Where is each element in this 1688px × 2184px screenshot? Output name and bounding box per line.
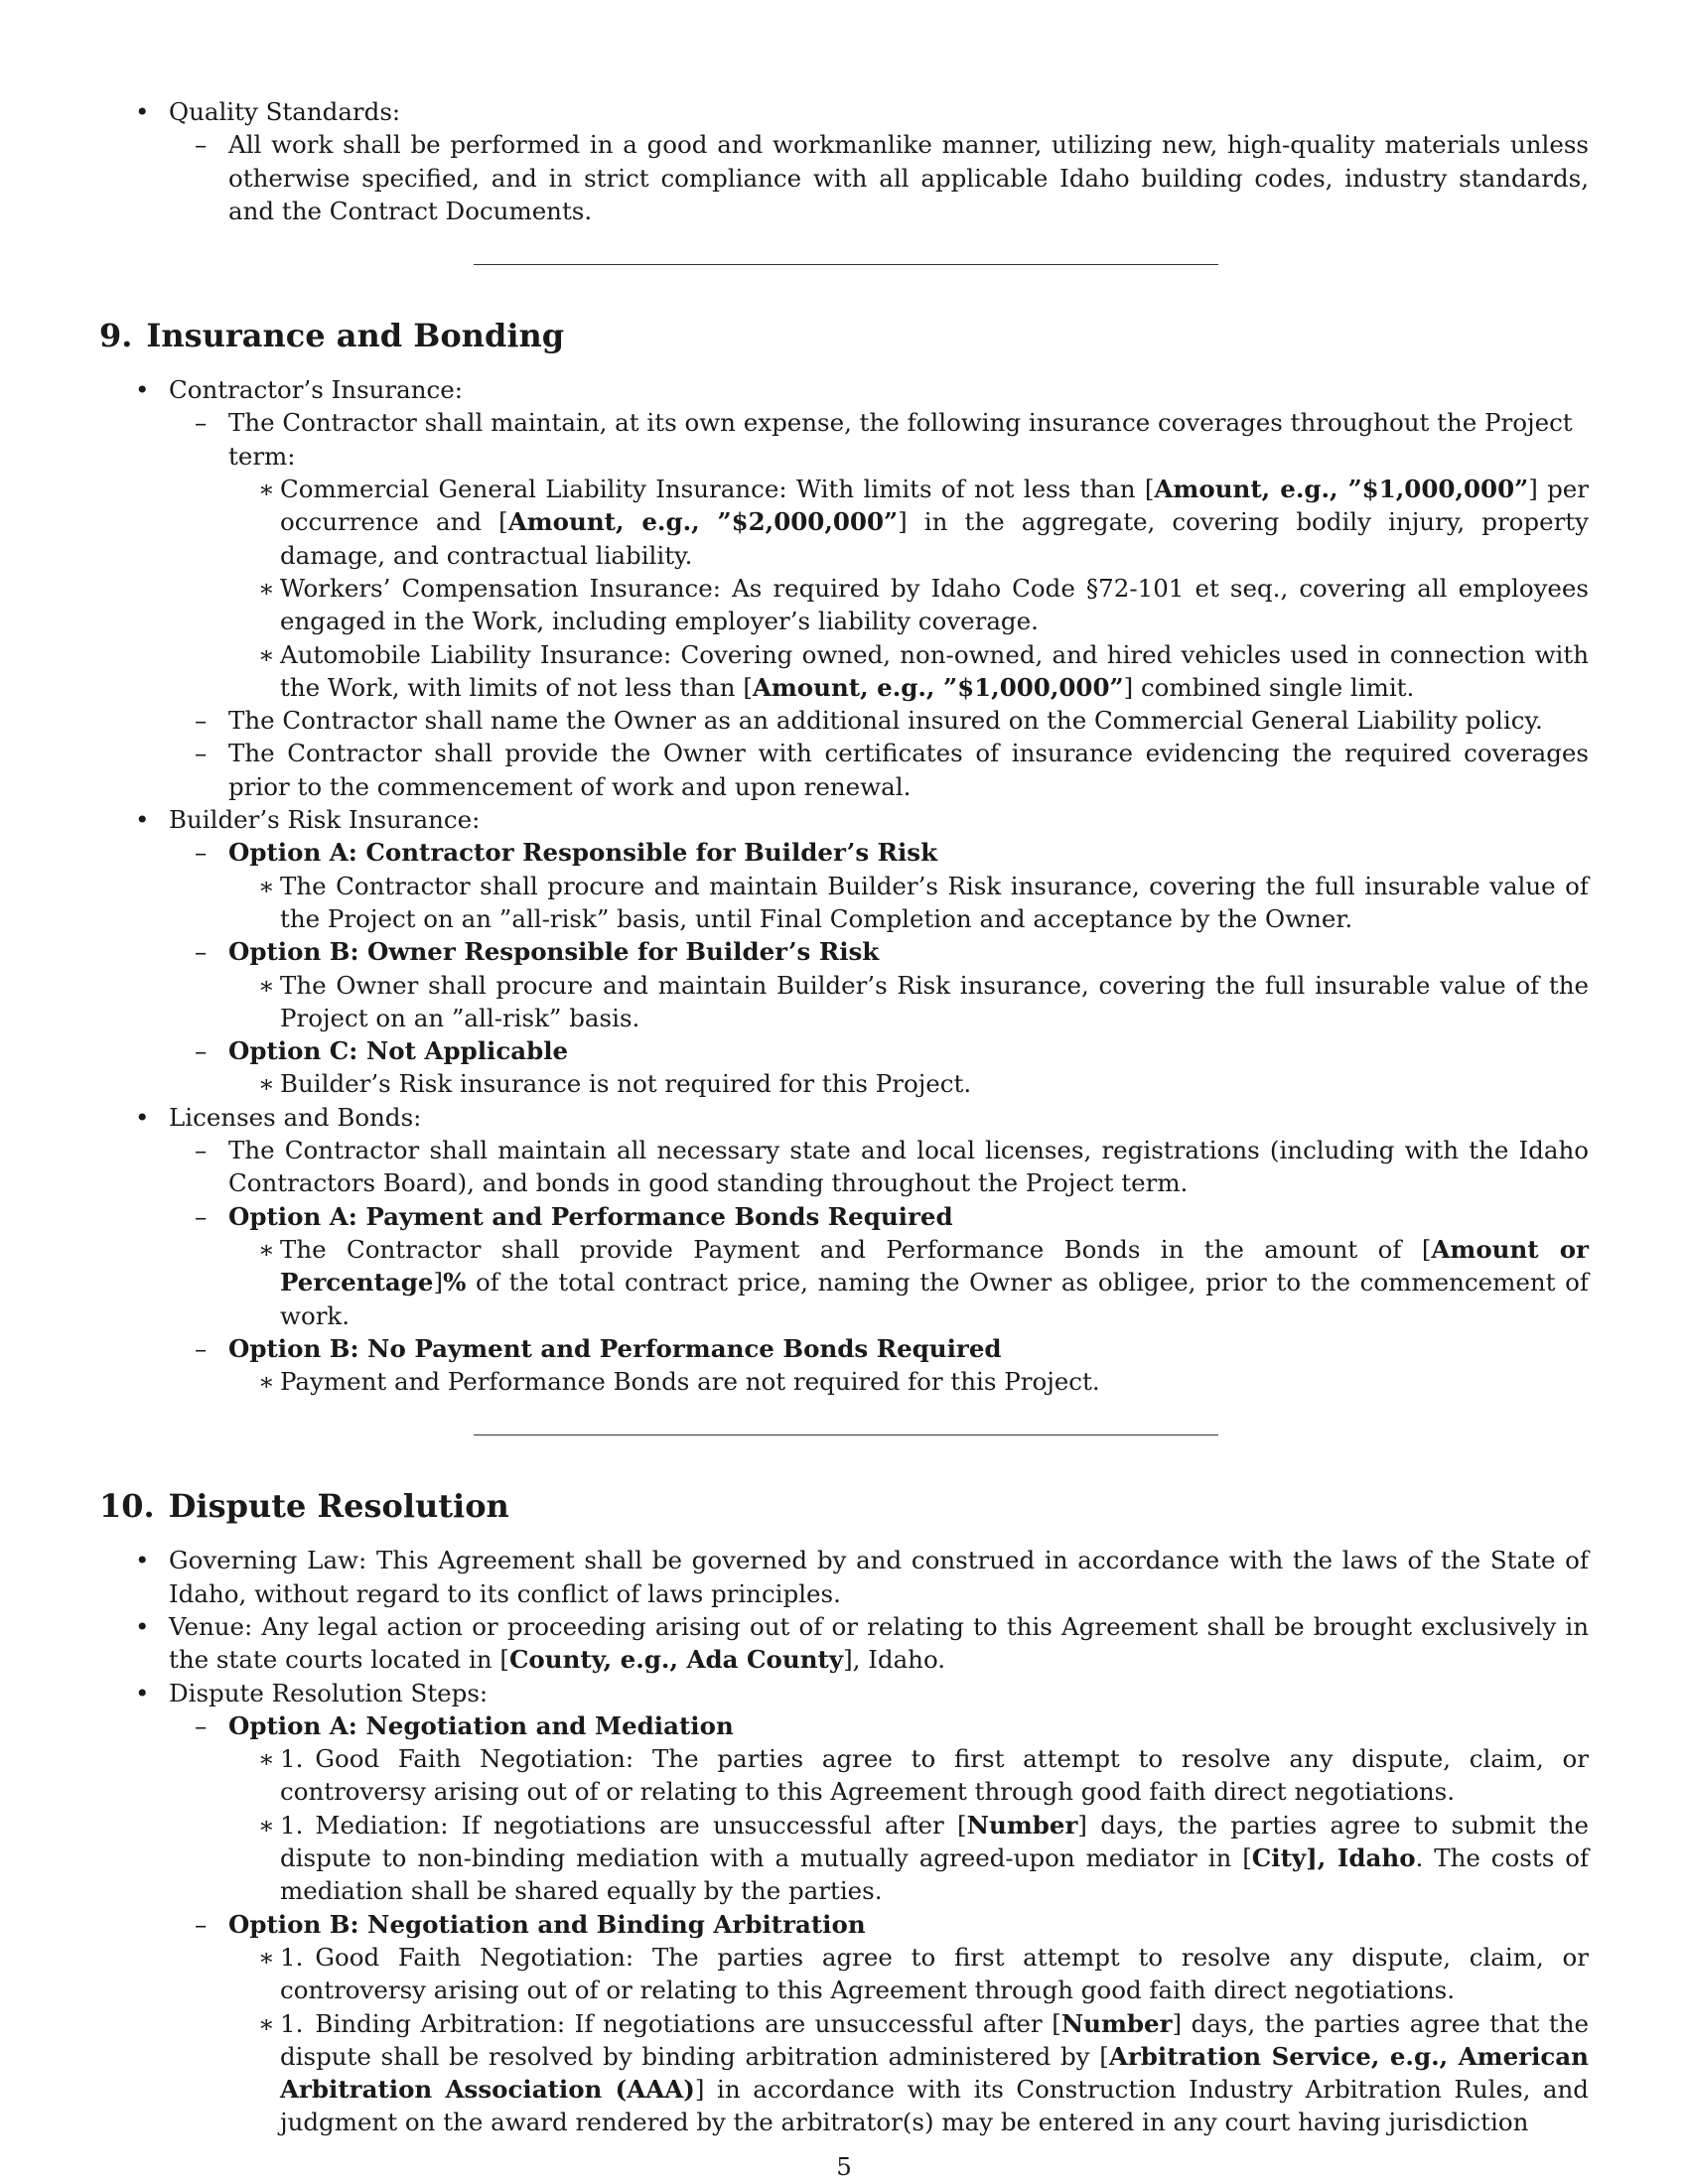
- insurance-list: [99, 373, 1589, 1398]
- option-item: – Option A: Payment and Performance Bonds Required ∗ The Contractor shall provide Payment and Performance Bonds in the amount of [Amount or Percentage]% of the total contract price, naming the Owner as obligee, prior to the commencement of work.: [169, 1200, 1589, 1332]
- option-item: – Option C: Not Applicable ∗ Builder’s Risk insurance is not required for this Project.: [169, 1034, 1589, 1101]
- list-item: – All work shall be performed in a good and workmanlike manner, utilizing new, high-quality materials unless otherwise specified, and in strict compliance with all applicable Idaho building codes, industry standards, and the Contract Documents.: [169, 128, 1589, 227]
- list-item: – The Contractor shall maintain all necessary state and local licenses, registrations (including with the Idaho Contractors Board), and bonds in good standing throughout the Project term.: [169, 1134, 1589, 1200]
- page-number: 5: [836, 2152, 852, 2181]
- list-item: ∗ Automobile Liability Insurance: Covering owned, non-owned, and hired vehicles used in connection with the Work, with limits of not less than [Amount, e.g., ”$1,000,000”] combined single limit.: [228, 638, 1589, 705]
- list-item: • Contractor’s Insurance: – The Contractor shall maintain, at its own expense, the following insurance coverages throughout the Project term: ∗ Commercial General Liability Insurance: With limits of not less than [Amount, e.g., ”$1,000,000”] per occurrence and [Amount, e.g., ”$2,000,000”] in the aggregate, covering bodily injury, property damage, and contractual liability. ∗ Workers’ Compensation Insurance: As required by Idaho Code §72-101 et seq., covering all employees engaged in the Work, including employer’s liability coverage. ∗ Automobile Liability Insurance: Covering owned, non-owned, and hired vehicles used in connection with the Work, with limits of not less than [Amount, e.g., ”$1,000,000”] combined single limit. – The Contractor shall name the Owner as an additional insured on the Commercial General Liability policy. – The Contractor shall provide the Owner with certificates of insurance evidencing the required coverages prior to the commencement of work and upon renewal.: [99, 373, 1589, 803]
- list-item: – The Contractor shall maintain, at its own expense, the following insurance coverages throughout the Project term: ∗ Commercial General Liability Insurance: With limits of not less than [Amount, e.g., ”$1,000,000”] per occurrence and [Amount, e.g., ”$2,000,000”] in the aggregate, covering bodily injury, property damage, and contractual liability. ∗ Workers’ Compensation Insurance: As required by Idaho Code §72-101 et seq., covering all employees engaged in the Work, including employer’s liability coverage. ∗ Automobile Liability Insurance: Covering owned, non-owned, and hired vehicles used in connection with the Work, with limits of not less than [Amount, e.g., ”$1,000,000”] combined single limit.: [169, 406, 1589, 704]
- section-divider: [474, 1434, 1218, 1435]
- list-item: • Governing Law: This Agreement shall be governed by and construed in accordance with the laws of the State of Idaho, without regard to its conflict of laws principles.: [99, 1544, 1589, 1610]
- option-item: – Option A: Negotiation and Mediation ∗ 1. Good Faith Negotiation: The parties agree to first attempt to resolve any dispute, claim, or controversy arising out of or relating to this Agreement through good faith direct negotiations. ∗ 1. Mediation: If negotiations are unsuccessful after [Number] days, the parties agree to submit the dispute to non-binding mediation with a mutually agreed-upon mediator in [City], Idaho. The costs of mediation shall be shared equally by the parties.: [169, 1709, 1589, 1908]
- list-item: ∗ The Contractor shall procure and maintain Builder’s Risk insurance, covering the full insurable value of the Project on an ”all-risk” basis, until Final Completion and acceptance by the Owner.: [228, 870, 1589, 936]
- list-item: ∗ The Contractor shall provide Payment and Performance Bonds in the amount of [Amount or Percentage]% of the total contract price, naming the Owner as obligee, prior to the commencement of work.: [228, 1233, 1589, 1332]
- list-item: ∗ The Owner shall procure and maintain Builder’s Risk insurance, covering the full insurable value of the Project on an ”all-risk” basis.: [228, 969, 1589, 1035]
- option-item: – Option B: Negotiation and Binding Arbitration ∗ 1. Good Faith Negotiation: The parties agree to first attempt to resolve any dispute, claim, or controversy arising out of or relating to this Agreement through good faith direct negotiations. ∗ 1. Binding Arbitration: If negotiations are unsuccessful after [Number] days, the parties agree that the dispute shall be resolved by binding arbitration administered by [Arbitration Service, e.g., American Arbitration Association (AAA)] in accordance with its Construction Industry Arbitration Rules, and judgment on the award rendered by the arbitrator(s) may be entered in any court having jurisdiction: [169, 1908, 1589, 2139]
- option-item: – Option A: Contractor Responsible for Builder’s Risk ∗ The Contractor shall procure and maintain Builder’s Risk insurance, covering the full insurable value of the Project on an ”all-risk” basis, until Final Completion and acceptance by the Owner.: [169, 836, 1589, 935]
- option-item: – Option B: No Payment and Performance Bonds Required ∗ Payment and Performance Bonds are not required for this Project.: [169, 1332, 1589, 1399]
- list-item: – The Contractor shall name the Owner as an additional insured on the Commercial General Liability policy.: [169, 704, 1589, 737]
- section-heading-10: 10. Dispute Resolution: [99, 1487, 509, 1526]
- section-divider: [474, 264, 1218, 265]
- list-item: ∗ Builder’s Risk insurance is not required for this Project.: [228, 1067, 1589, 1100]
- list-item: • Dispute Resolution Steps: – Option A: Negotiation and Mediation ∗ 1. Good Faith Negotiation: The parties agree to first attempt to resolve any dispute, claim, or controversy arising out of or relating to this Agreement through good faith direct negotiations. ∗ 1. Mediation: If negotiations are unsuccessful after [Number] days, the parties agree to submit the dispute to non-binding mediation with a mutually agreed-upon mediator in [City], Idaho. The costs of mediation shall be shared equally by the parties. – Option B: Negotiation and Binding Arbitration ∗ 1. Good Faith Negotiation: The parties agree to first attempt to resolve any dispute, claim, or controversy arising out of or relating to this Agreement through good faith direct negotiations. ∗ 1. Binding Arbitration: If negotiations are unsuccessful after [Number] days, the parties agree that the dispute shall be resolved by binding arbitration administered by [Arbitration Service, e.g., American Arbitration Association (AAA)] in accordance with its Construction Industry Arbitration Rules, and judgment on the award rendered by the arbitrator(s) may be entered in any court having jurisdiction: [99, 1677, 1589, 2139]
- list-item: [99, 95, 1589, 227]
- list-item: ∗ 1. Mediation: If negotiations are unsuccessful after [Number] days, the parties agree to submit the dispute to non-binding mediation with a mutually agreed-upon mediator in [City], Idaho. The costs of mediation shall be shared equally by the parties.: [228, 1809, 1589, 1908]
- section-heading-9: 9. Insurance and Bonding: [99, 317, 565, 355]
- list-item: • Licenses and Bonds: – The Contractor shall maintain all necessary state and local licenses, registrations (including with the Idaho Contractors Board), and bonds in good standing throughout the Project term. – Option A: Payment and Performance Bonds Required ∗ The Contractor shall provide Payment and Performance Bonds in the amount of [Amount or Percentage]% of the total contract price, naming the Owner as obligee, prior to the commencement of work. – Option B: No Payment and Performance Bonds Required ∗ Payment and Performance Bonds are not required for this Project.: [99, 1101, 1589, 1399]
- dispute-list: [99, 1544, 1589, 2138]
- list-item: • Builder’s Risk Insurance: – Option A: Contractor Responsible for Builder’s Risk ∗ The Contractor shall procure and maintain Builder’s Risk insurance, covering the full insurable value of the Project on an ”all-risk” basis, until Final Completion and acceptance by the Owner. – Option B: Owner Responsible for Builder’s Risk ∗ The Owner shall procure and maintain Builder’s Risk insurance, covering the full insurable value of the Project on an ”all-risk” basis. – Option C: Not Applicable ∗ Builder’s Risk insurance is not required for this Project.: [99, 803, 1589, 1101]
- quality-list: [99, 95, 1589, 227]
- list-item: • Venue: Any legal action or proceeding arising out of or relating to this Agreement shall be brought exclusively in the state courts located in [County, e.g., Ada County], Idaho.: [99, 1610, 1589, 1677]
- list-item: ∗ 1. Binding Arbitration: If negotiations are unsuccessful after [Number] days, the parties agree that the dispute shall be resolved by binding arbitration administered by [Arbitration Service, e.g., American Arbitration Association (AAA)] in accordance with its Construction Industry Arbitration Rules, and judgment on the award rendered by the arbitrator(s) may be entered in any court having jurisdiction: [228, 2007, 1589, 2139]
- list-item: ∗ 1. Good Faith Negotiation: The parties agree to first attempt to resolve any dispute, claim, or controversy arising out of or relating to this Agreement through good faith direct negotiations.: [228, 1941, 1589, 2007]
- list-item: ∗ Commercial General Liability Insurance: With limits of not less than [Amount, e.g., ”$1,000,000”] per occurrence and [Amount, e.g., ”$2,000,000”] in the aggregate, covering bodily injury, property damage, and contractual liability.: [228, 473, 1589, 572]
- list-item: ∗ 1. Good Faith Negotiation: The parties agree to first attempt to resolve any dispute, claim, or controversy arising out of or relating to this Agreement through good faith direct negotiations.: [228, 1742, 1589, 1809]
- document-page: [99, 95, 1589, 2139]
- list-item: – The Contractor shall provide the Owner with certificates of insurance evidencing the required coverages prior to the commencement of work and upon renewal.: [169, 737, 1589, 803]
- quality-label: Quality Standards:: [169, 97, 401, 126]
- list-item: ∗ Payment and Performance Bonds are not required for this Project.: [228, 1365, 1589, 1398]
- option-item: – Option B: Owner Responsible for Builder’s Risk ∗ The Owner shall procure and maintain Builder’s Risk insurance, covering the full insurable value of the Project on an ”all-risk” basis.: [169, 935, 1589, 1034]
- list-item: ∗ Workers’ Compensation Insurance: As required by Idaho Code §72-101 et seq., covering all employees engaged in the Work, including employer’s liability coverage.: [228, 572, 1589, 638]
